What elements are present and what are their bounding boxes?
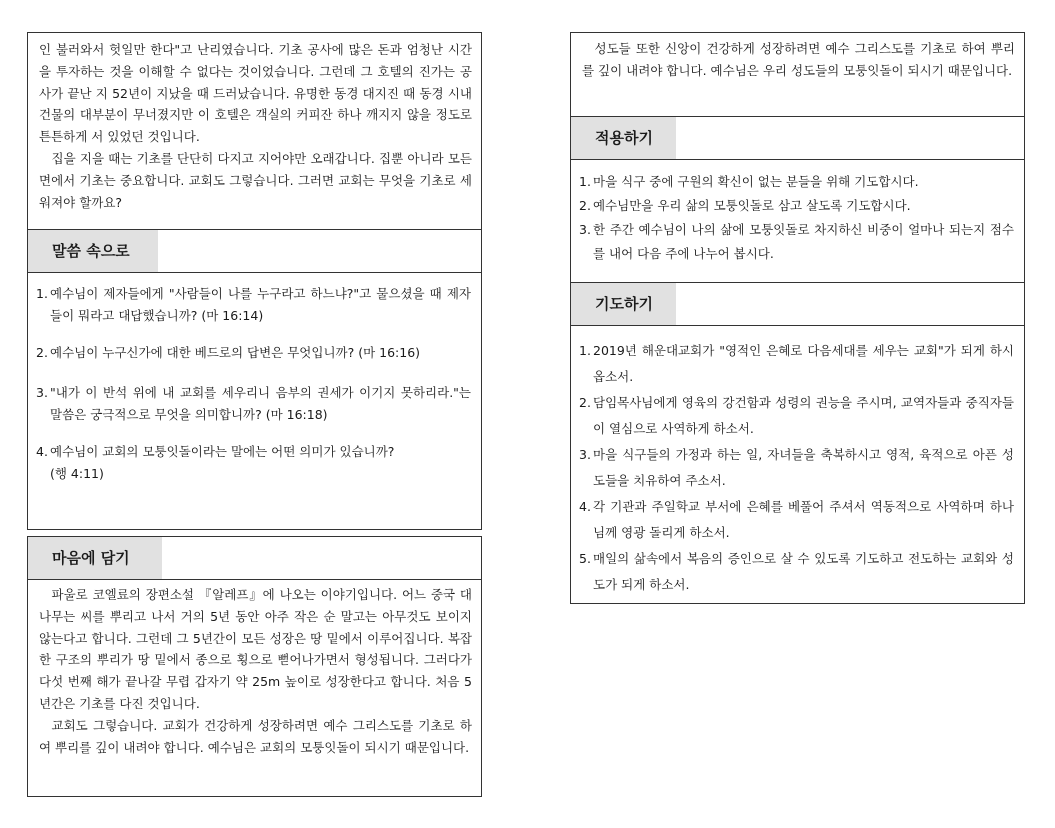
apply-item bbox=[571, 170, 1024, 194]
question-text: "내가 이 반석 위에 내 교회를 세우리니 음부의 권세가 이기지 못하리라."는 말씀은 궁극적으로 무엇을 의미합니까? (마 16:18) bbox=[50, 385, 471, 422]
prayer-text: 각 기관과 주일학교 부서에 은혜를 베풀어 주셔서 역동적으로 사역하며 하나님께 영광 돌리게 하소서. bbox=[593, 499, 1014, 540]
apply-text: 한 주간 예수님이 나의 삶에 모퉁잇돌로 차지하신 비중이 얼마나 되는지 점수를 내어 다음 주에 나누어 봅시다. bbox=[593, 222, 1014, 261]
prayer-number: 5. bbox=[579, 551, 591, 566]
prayer-number: 3. bbox=[579, 447, 591, 462]
prayer-list bbox=[571, 326, 1024, 598]
intro-paragraph-1: 인 불러와서 헛일만 한다"고 난리였습니다. 기초 공사에 많은 돈과 엄청난 시간을 투자하는 것을 이해할 수 없다는 것이었습니다. 그런데 그 호텔의 진가는 공사가 끝난 지 52년이 지났을 때 드러났습니다. 유명한 동경 대지진 때 동경 시내 건물의 대부분이 무너졌지만 이 호텔은 객실의 커피잔 하나 깨지지 않을 정도로 튼튼하게 서 있었던 것입니다. bbox=[39, 42, 472, 145]
right-intro-section bbox=[571, 33, 1024, 116]
question-number: 2. bbox=[36, 345, 48, 360]
prayer-text: 매일의 삶속에서 복음의 증인으로 살 수 있도록 기도하고 전도하는 교회와 성도가 되게 하소서. bbox=[593, 551, 1014, 592]
pray-section-header bbox=[571, 283, 1024, 326]
apply-text: 예수님만을 우리 삶의 모퉁잇돌로 삼고 살도록 기도합시다. bbox=[593, 198, 911, 213]
question-reference: (행 4:11) bbox=[50, 466, 104, 481]
prayer-text: 2019년 해운대교회가 "영적인 은혜로 다음세대를 세우는 교회"가 되게 하시옵소서. bbox=[593, 343, 1014, 384]
right-box bbox=[570, 32, 1025, 604]
prayer-number: 4. bbox=[579, 499, 591, 514]
apply-item bbox=[571, 218, 1024, 266]
intro-paragraph-2: 집을 지을 때는 기초를 단단히 다지고 지어야만 오래갑니다. 집뿐 아니라 모든 면에서 기초는 중요합니다. 교회도 그렇습니다. 그러면 교회는 무엇을 기초로 세워져야 할까요? bbox=[39, 150, 472, 210]
apply-list bbox=[571, 160, 1024, 282]
prayer-item bbox=[571, 546, 1024, 598]
heart-paragraph-2: 교회도 그렇습니다. 교회가 건강하게 성장하려면 예수 그리스도를 기초로 하여 뿌리를 깊이 내려야 합니다. 예수님은 교회의 모퉁잇돌이 되시기 때문입니다. bbox=[39, 717, 472, 755]
question-text: 예수님이 제자들에게 "사람들이 나를 누구라고 하느냐?"고 물으셨을 때 제자들이 뭐라고 대답했습니까? (마 16:14) bbox=[50, 286, 471, 323]
heart-paragraph-1: 파울로 코엘료의 장편소설 『알레프』에 나오는 이야기입니다. 어느 중국 대나무는 씨를 뿌리고 나서 거의 5년 동안 아주 작은 순 말고는 아무것도 보이지 않는다고 합니다. 그런데 그 5년간이 모든 성장은 땅 밑에서 이루어집니다. 복잡한 구조의 뿌리가 땅 밑에서 종으로 횡으로 뻗어나가면서 형성됩니다. 그러다가 다섯 번째 해가 끝나갈 무렵 갑자기 약 25m 높이로 성장한다고 합니다. 처음 5년간은 기초를 다진 것입니다. bbox=[39, 587, 472, 711]
word-section-header bbox=[28, 230, 481, 273]
apply-text: 마을 식구 중에 구원의 확신이 없는 분들을 위해 기도합시다. bbox=[593, 174, 919, 189]
prayer-item bbox=[571, 494, 1024, 546]
left-bottom-box bbox=[27, 536, 482, 797]
prayer-item bbox=[571, 442, 1024, 494]
prayer-number: 2. bbox=[579, 395, 591, 410]
question-number: 4. bbox=[36, 444, 48, 459]
apply-number: 2. bbox=[579, 198, 591, 213]
section-title-word: 말씀 속으로 bbox=[28, 230, 158, 272]
question-item bbox=[28, 342, 481, 364]
section-title-apply: 적용하기 bbox=[571, 117, 676, 159]
question-item bbox=[28, 441, 481, 485]
apply-item bbox=[571, 194, 1024, 218]
question-item bbox=[28, 382, 481, 426]
question-text: 예수님이 누구신가에 대한 베드로의 답변은 무엇입니까? (마 16:16) bbox=[50, 345, 421, 360]
heart-body bbox=[28, 580, 481, 758]
prayer-item bbox=[571, 338, 1024, 390]
prayer-text: 담임목사님에게 영육의 강건함과 성령의 권능을 주시며, 교역자들과 중직자들이 열심으로 사역하게 하소서. bbox=[593, 395, 1014, 436]
question-number: 1. bbox=[36, 286, 48, 301]
section-title-pray: 기도하기 bbox=[571, 283, 676, 325]
word-question-list bbox=[28, 273, 481, 485]
heart-section-header bbox=[28, 537, 481, 580]
question-number: 3. bbox=[36, 385, 48, 400]
prayer-item bbox=[571, 390, 1024, 442]
prayer-text: 마을 식구들의 가정과 하는 일, 자녀들을 축복하시고 영적, 육적으로 아픈 성도들을 치유하여 주소서. bbox=[593, 447, 1014, 488]
left-top-box bbox=[27, 32, 482, 530]
prayer-number: 1. bbox=[579, 343, 591, 358]
section-title-heart: 마음에 담기 bbox=[28, 537, 162, 579]
question-text: 예수님이 교회의 모퉁잇돌이라는 말에는 어떤 의미가 있습니까? bbox=[50, 444, 395, 459]
apply-section-header bbox=[571, 117, 1024, 160]
apply-number: 3. bbox=[579, 222, 591, 237]
right-intro-paragraph: 성도들 또한 신앙이 건강하게 성장하려면 예수 그리스도를 기초로 하여 뿌리를 깊이 내려야 합니다. 예수님은 우리 성도들의 모퉁잇돌이 되시기 때문입니다. bbox=[582, 41, 1015, 78]
question-item bbox=[28, 283, 481, 327]
apply-number: 1. bbox=[579, 174, 591, 189]
intro-section bbox=[28, 33, 481, 229]
